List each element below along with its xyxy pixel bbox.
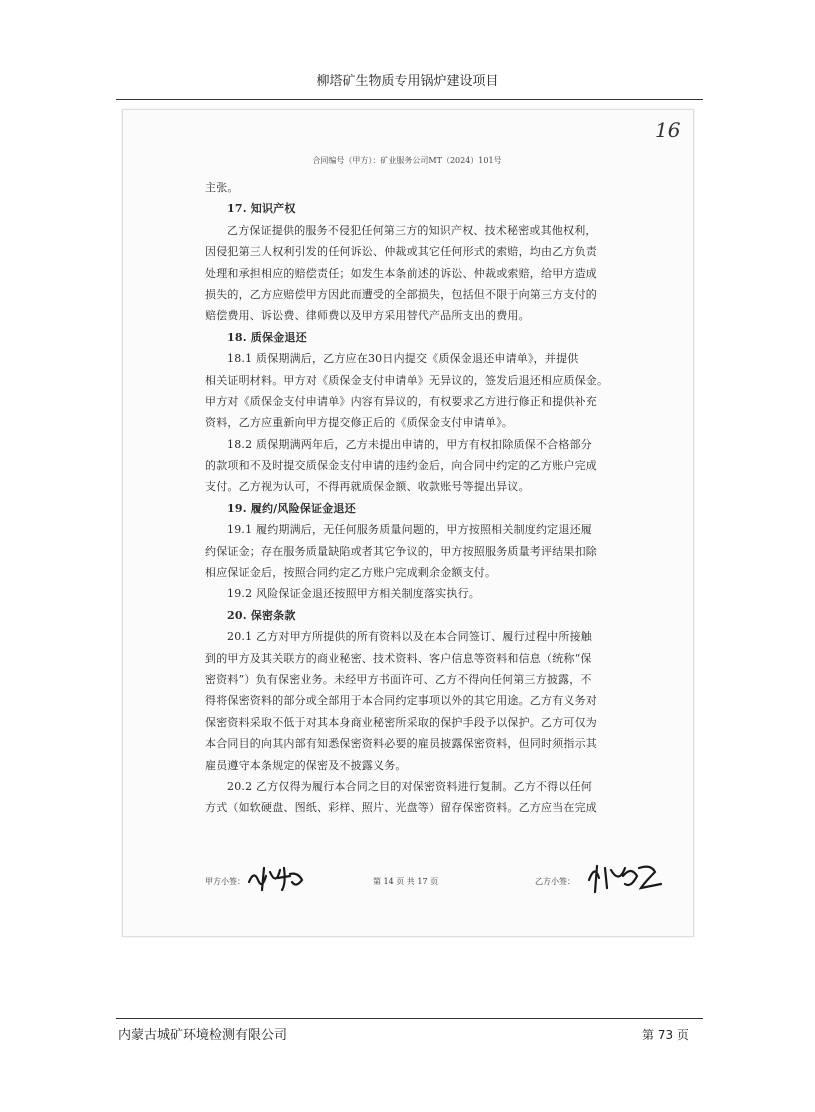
- section-heading: 18. 质保金退还: [227, 330, 307, 344]
- party-a-signature-image: [246, 862, 306, 894]
- text-line: 雇员遵守本条规定的保密及不披露义务。: [205, 758, 407, 772]
- text-line: 因侵犯第三人权利引发的任何诉讼、仲裁或其它任何形式的索赔，均由乙方负责: [205, 245, 597, 259]
- text-line: 损失的，乙方应赔偿甲方因此而遭受的全部损失，包括但不限于向第三方支付的: [205, 287, 597, 301]
- text-line: 相应保证金后，按照合同约定乙方账户完成剩余金额支付。: [205, 566, 497, 580]
- text-line: 主张。: [205, 181, 239, 194]
- text-line: 18.2 质保期满两年后，乙方未提出申请的，甲方有权扣除质保不合格部分: [227, 437, 592, 451]
- party-b-signature-image: [585, 858, 665, 896]
- header-divider: [116, 99, 703, 100]
- text-line: 约保证金；存在服务质量缺陷或者其它争议的，甲方按照服务质量考评结果扣除: [205, 544, 597, 558]
- party-a-initial-label: 甲方小签：: [205, 877, 245, 886]
- text-line: 资料，乙方应重新向甲方提交修正后的《质保金支付申请单》。: [205, 416, 514, 430]
- report-page-number: 第 73 页: [642, 1028, 689, 1042]
- handwritten-page-number: 16: [655, 118, 681, 142]
- contract-body: [205, 177, 619, 819]
- text-line: 甲方对《质保金支付申请单》内容有异议的，有权要求乙方进行修正和提供补充: [205, 394, 597, 408]
- text-line: 的款项和不及时提交质保金支付申请的违约金后，向合同中约定的乙方账户完成: [205, 459, 597, 473]
- scan-page-counter: 第 14 页 共 17 页: [373, 877, 439, 886]
- text-line: 处理和承担相应的赔偿责任；如发生本条前述的诉讼、仲裁或索赔，给甲方造成: [205, 266, 597, 280]
- report-header-title: 柳塔矿生物质专用锅炉建设项目: [316, 74, 499, 89]
- text-line: 18.1 质保期满后，乙方应在30日内提交《质保金退还申请单》，并提供: [227, 352, 579, 366]
- text-line: 密资料”）负有保密业务。未经甲方书面许可、乙方不得向任何第三方披露，不: [205, 672, 592, 686]
- text-line: 支付。乙方视为认可，不得再就质保金额、收款账号等提出异议。: [205, 480, 530, 494]
- text-line: 20.2 乙方仅得为履行本合同之目的对保密资料进行复制。乙方不得以任何: [227, 779, 592, 793]
- text-line: 19.1 履约期满后，无任何服务质量问题的，甲方按照相关制度约定退还履: [227, 523, 592, 537]
- text-line: 乙方保证提供的服务不侵犯任何第三方的知识产权、技术秘密或其他权利，: [227, 223, 597, 237]
- text-line: 到的甲方及其关联方的商业秘密、技术资料、客户信息等资料和信息（统称“保: [205, 651, 592, 665]
- text-line: 20.1 乙方对甲方所提供的所有资料以及在本合同签订、履行过程中所接触: [227, 630, 592, 644]
- company-name: 内蒙古城矿环境检测有限公司: [118, 1028, 288, 1043]
- text-line: 方式（如软硬盘、图纸、彩样、照片、光盘等）留存保密资料。乙方应当在完成: [205, 801, 597, 815]
- footer-divider: [116, 1018, 703, 1019]
- text-line: 相关证明材料。甲方对《质保金支付申请单》无异议的，签发后退还相应质保金。: [205, 373, 609, 387]
- text-line: 赔偿费用、诉讼费、律师费以及甲方采用替代产品所支出的费用。: [205, 309, 530, 323]
- text-line: 本合同目的向其内部有知悉保密资料必要的雇员披露保密资料，但同时须指示其: [205, 737, 597, 751]
- text-line: 得将保密资料的部分或全部用于本合同约定事项以外的其它用途。乙方有义务对: [205, 694, 597, 708]
- party-b-initial-label: 乙方小签：: [535, 877, 575, 886]
- text-line: 19.2 风险保证金退还按照甲方相关制度落实执行。: [227, 587, 480, 601]
- section-heading: 17. 知识产权: [227, 202, 296, 216]
- section-heading: 20. 保密条款: [227, 608, 296, 622]
- section-heading: 19. 履约/风险保证金退还: [227, 501, 356, 515]
- text-line: 保密资料采取不低于对其本身商业秘密所采取的保护手段予以保护。乙方可仅为: [205, 715, 597, 729]
- contract-number: 合同编号（甲方）：矿业服务公司MT（2024）101号: [312, 156, 502, 165]
